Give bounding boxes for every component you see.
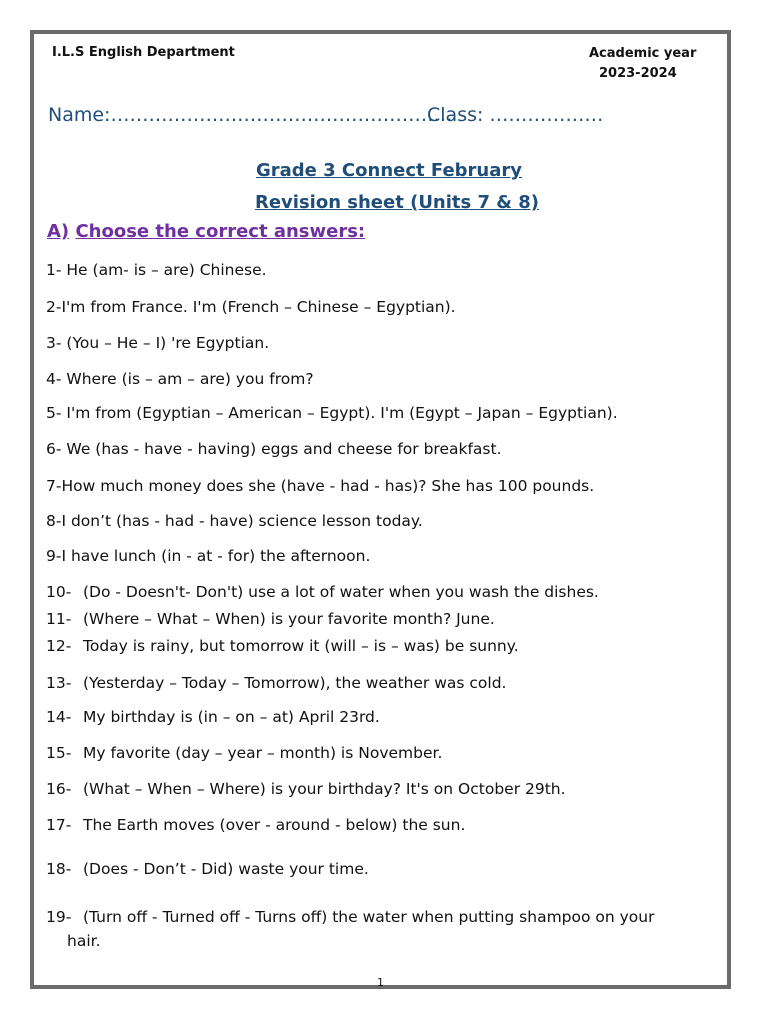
question-number: 14- [46, 708, 72, 726]
question-number: 13- [46, 674, 72, 692]
question-text: I have lunch (in - at - for) the afternoon. [61, 547, 371, 565]
question-text: (Where – What – When) is your favorite month? June. [83, 610, 495, 628]
question-item [46, 440, 502, 458]
question-item [46, 404, 618, 422]
question-number: 7- [46, 477, 62, 495]
question-text: How much money does she (have - had - has)? She has 100 pounds. [61, 477, 595, 495]
question-text: (What – When – Where) is your birthday? It's on October 29th. [83, 780, 566, 798]
page-number: 1 [377, 976, 384, 989]
question-text: (Does - Don’t - Did) waste your time. [83, 860, 369, 878]
question-number: 6- [46, 440, 62, 458]
question-item [46, 610, 495, 628]
academic-year-value: 2023-2024 [599, 66, 677, 81]
question-item [46, 583, 599, 601]
question-text: My birthday is (in – on – at) April 23rd. [83, 708, 380, 726]
question-number: 2- [46, 298, 62, 316]
question-item [46, 860, 369, 878]
question-item [46, 477, 594, 495]
question-continuation: hair. [67, 932, 101, 950]
question-number: 17- [46, 816, 72, 834]
question-number: 8- [46, 512, 62, 530]
question-text: (Do - Doesn't- Don't) use a lot of water when you wash the dishes. [83, 583, 599, 601]
sheet-title: Grade 3 Connect February [255, 160, 522, 181]
question-text: (Turn off - Turned off - Turns off) the water when putting shampoo on your [83, 908, 655, 926]
question-item [46, 261, 267, 279]
question-text: I'm from France. I'm (French – Chinese – Egyptian). [61, 298, 456, 316]
question-item [46, 637, 519, 655]
sheet-subtitle: Revision sheet (Units 7 & 8) [254, 192, 540, 213]
question-item [46, 908, 655, 926]
academic-year-label: Academic year [589, 46, 697, 61]
question-text: Where (is – am – are) you from? [66, 370, 314, 388]
section-letter: A) [47, 221, 70, 242]
question-number: 12- [46, 637, 72, 655]
question-number: 3- [46, 334, 62, 352]
question-item [46, 334, 269, 352]
question-item [46, 512, 423, 530]
section-a-heading [47, 221, 365, 242]
question-number: 9- [46, 547, 62, 565]
question-text: He (am- is – are) Chinese. [66, 261, 267, 279]
question-text: I'm from (Egyptian – American – Egypt). I'm (Egypt – Japan – Egyptian). [66, 404, 618, 422]
question-item [46, 816, 465, 834]
department-name: I.L.S English Department [52, 45, 235, 60]
question-number: 4- [46, 370, 62, 388]
question-number: 10- [46, 583, 72, 601]
question-item [46, 744, 442, 762]
question-number: 1- [46, 261, 62, 279]
question-text: (Yesterday – Today – Tomorrow), the weather was cold. [83, 674, 507, 692]
question-number: 5- [46, 404, 62, 422]
name-field: Name:……………………………………………… [48, 104, 453, 126]
question-number: 16- [46, 780, 72, 798]
question-item [46, 547, 370, 565]
question-text: (You – He – I) 're Egyptian. [66, 334, 270, 352]
question-item [46, 708, 380, 726]
question-number: 19- [46, 908, 72, 926]
question-number: 11- [46, 610, 72, 628]
section-instruction: Choose the correct answers: [75, 221, 366, 242]
question-text: We (has - have - having) eggs and cheese for breakfast. [66, 440, 502, 458]
question-item [46, 370, 314, 388]
question-number: 15- [46, 744, 72, 762]
class-field: Class: ……………… [427, 104, 604, 126]
question-item [46, 298, 456, 316]
question-item [46, 780, 566, 798]
question-text: I don’t (has - had - have) science lesson today. [61, 512, 423, 530]
question-text: My favorite (day – year – month) is November. [83, 744, 443, 762]
question-item [46, 674, 507, 692]
question-text: Today is rainy, but tomorrow it (will – is – was) be sunny. [83, 637, 519, 655]
question-number: 18- [46, 860, 72, 878]
question-text: The Earth moves (over - around - below) the sun. [83, 816, 466, 834]
